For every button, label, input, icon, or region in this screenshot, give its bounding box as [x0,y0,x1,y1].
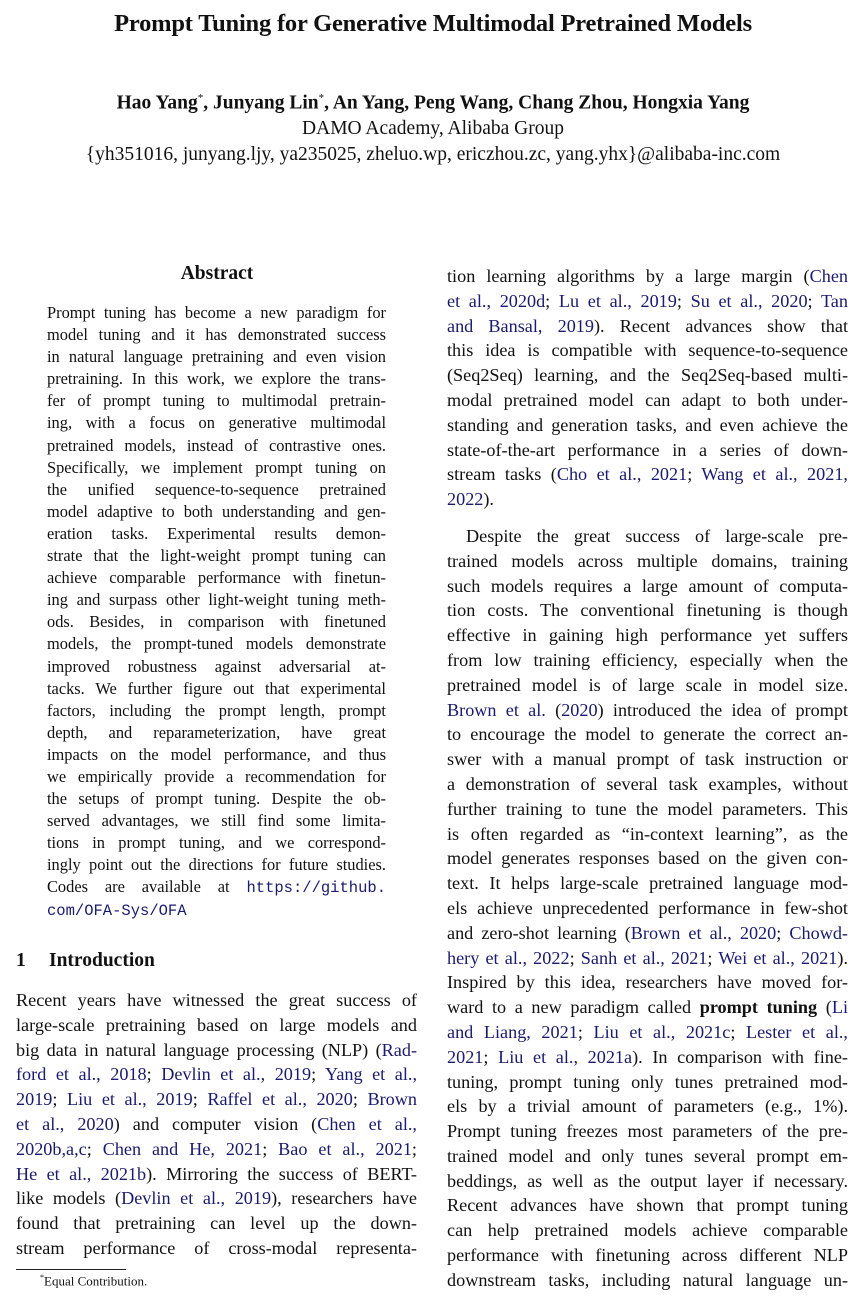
text-run: ; [352,1089,368,1110]
citation-link[interactable]: Cho et al., 2021 [556,464,688,485]
text-run: ). [483,489,494,510]
abstract-line: models, the prompt-tuned models demonstrate [47,634,386,654]
text-line [16,1112,417,1137]
citation-link[interactable]: Brown et al., 2020 [630,922,777,943]
text-run: Recent advances have shown that prompt tuning [447,1195,848,1216]
text-line [447,921,848,946]
text-run: modal pretrained model can adapt to both under- [447,389,848,410]
text-run: Prompt tuning freezes most parameters of the pre- [447,1121,848,1142]
text-line [447,413,848,438]
text-run: model generates responses based on the given con- [447,848,848,869]
text-line [447,623,848,648]
abstract-line: factors, including the prompt length, prompt [47,700,386,720]
text-run: performance with finetuning across different NLP [447,1245,848,1266]
text-run: further training to tune the model parameters. This [447,798,848,819]
footnote-rule [16,1269,126,1270]
citation-link[interactable]: Li [831,997,849,1018]
text-run: stream performance of cross-modal representa- [16,1237,417,1258]
text-run: ; [730,1021,746,1042]
citation-link[interactable]: Liu et al., 2021c [593,1021,731,1042]
text-run: downstream tasks, including natural language un- [447,1269,848,1290]
citation-link[interactable]: ford et al., 2018 [16,1064,147,1085]
paragraph [447,264,848,512]
text-line [16,1186,417,1211]
text-run: ; [545,290,559,311]
text-run: big data in natural language processing (NLP) ( [16,1039,382,1060]
text-run: ). In comparison with fine- [632,1046,848,1067]
abstract-line: tions in prompt tuning, and we correspond- [47,833,386,853]
abstract-code-line [47,899,386,921]
section-title: Introduction [49,950,155,971]
text-run: Recent years have witnessed the great success of [16,990,417,1010]
citation-link[interactable]: Brown et al. [447,699,546,720]
text-run: found that pretraining can level up the down- [16,1213,417,1234]
text-line [447,698,848,723]
citation-link[interactable]: Liu et al., 2019 [67,1089,193,1110]
paragraph [447,524,848,1293]
text-line [16,1087,417,1112]
abstract-line: Prompt tuning has become a new paradigm for [47,303,386,322]
text-run: ( [545,699,562,720]
text-line [447,797,848,822]
text-line [447,1070,848,1095]
author-name: Hao Yang [116,92,198,114]
citation-link[interactable]: Bao et al., 2021 [278,1138,412,1159]
author-name: Hongxia Yang [632,92,750,114]
text-line [447,1218,848,1243]
section-number: 1 [16,950,26,971]
text-line [447,549,848,574]
text-line [447,264,848,289]
text-line [447,946,848,971]
abstract-line: achieve comparable performance with finetun- [47,568,386,588]
text-line [447,822,848,847]
code-url-link[interactable]: https://github. [246,879,386,898]
citation-link[interactable]: Devlin et al., 2019 [121,1188,272,1209]
text-line [447,1144,848,1169]
text-run: ; [776,922,790,943]
text-run: swer with a manual prompt of task instruction or [447,749,848,770]
text-line [447,846,848,871]
footnote-mark: * [40,1273,44,1282]
citation-link[interactable]: 2019 [16,1089,53,1110]
text-run: ; [52,1089,67,1110]
text-line [16,1162,417,1187]
citation-link[interactable]: 2022 [447,489,484,510]
abstract-line: the unified sequence-to-sequence pretrained [47,479,386,499]
text-run: from low training efficiency, especially when the [447,649,848,670]
citation-link[interactable]: et al., 2020d [447,290,546,311]
text-run: ). [837,947,848,968]
text-line [447,1268,848,1293]
code-availability-text: Codes are available at [47,877,230,897]
text-run: ). Recent advances show that [593,315,848,336]
citation-link[interactable]: hery et al., 2022 [447,947,570,968]
citation-link[interactable]: 2020 [561,699,598,720]
abstract-line: we empirically provide a recommendation for [47,766,386,786]
text-run: ; [577,1021,594,1042]
text-run: like models ( [16,1188,122,1209]
text-line [447,314,848,339]
text-run: ; [262,1138,279,1159]
citation-link[interactable]: and Liang, 2021 [447,1021,578,1042]
citation-link[interactable]: Sanh et al., 2021 [580,947,708,968]
author-name: Peng Wang [413,92,509,114]
abstract-line: served advantages, we still find some limita- [47,811,386,831]
text-line [447,896,848,921]
text-run: ). Mirroring the success of BERT- [146,1163,417,1184]
text-run: ; [192,1089,208,1110]
citation-link[interactable]: Wang et al., 2021, [701,464,848,485]
citation-link[interactable]: He et al., 2021b [16,1163,147,1184]
footnote-text: Equal Contribution. [44,1273,148,1289]
text-line [447,1020,848,1045]
paragraph-gap [447,512,848,524]
affiliation: DAMO Academy, Alibaba Group [302,118,564,139]
citation-link[interactable]: Lester et al., [745,1021,848,1042]
text-run: and zero-shot learning ( [447,922,631,943]
text-run: ; [687,464,702,485]
citation-link[interactable]: 2020b,a,c [16,1138,87,1159]
citation-link[interactable]: Lu et al., 2019 [558,290,677,311]
text-run: beddings, as well as the output layer if necessary. [447,1170,848,1191]
text-line [447,338,848,363]
abstract-line: pretraining. In this work, we explore the trans- [47,369,386,389]
abstract-body [47,302,386,921]
text-line [16,1013,417,1038]
text-run: tuning, prompt tuning only tunes pretrained mod- [447,1071,848,1092]
text-line [447,1094,848,1119]
text-run: Inspired by this idea, researchers have moved for- [447,972,848,993]
text-run: ; [707,947,719,968]
text-run: standing and generation tasks, and even achieve the [447,414,848,435]
text-line [447,1243,848,1268]
citation-link[interactable]: Chen [809,266,848,286]
abstract-code-line [47,876,386,898]
section-heading-introduction [16,950,155,972]
text-run: ; [676,290,691,311]
text-line [447,1169,848,1194]
text-run: tion learning algorithms by a large margin ( [447,266,810,286]
text-run: (Seq2Seq) learning, and the Seq2Seq-based multi- [447,365,848,386]
text-line [447,648,848,673]
abstract-line: ods. Besides, in comparison with finetuned [47,612,386,632]
text-line [447,970,848,995]
citation-link[interactable]: Yang et al., [325,1064,417,1085]
text-run: els achieve unprecedented performance in few-shot [447,897,848,918]
text-run: is often regarded as “in-context learning”, as the [447,823,848,844]
abstract-line: in natural language pretraining and even vision [47,347,386,367]
abstract-line: pretrained models, instead of contrastive ones. [47,435,386,455]
text-line [447,747,848,772]
text-line [447,722,848,747]
author-name: An Yang [332,92,405,114]
abstract-line: tacks. We further figure out that experimental [47,678,386,698]
citation-link[interactable]: Tan [820,290,848,311]
text-run: ; [411,1138,417,1159]
abstract-line: Specifically, we implement prompt tuning on [47,457,386,477]
abstract-line: model adaptive to both understanding and gen- [47,501,386,521]
text-run: this idea is compatible with sequence-to-sequence [447,340,848,361]
text-run: ; [86,1138,103,1159]
text-run: ; [483,1046,499,1067]
abstract-line: depth, and reparameterization, have great [47,722,386,742]
paper-title: Prompt Tuning for Generative Multimodal Pretrained Models [114,10,752,37]
text-line [447,289,848,314]
abstract-line: the setups of prompt tuning. Despite the ob- [47,789,386,809]
author-emails: {yh351016, junyang.ljy, ya235025, zheluo.wp, ericzhou.zc, yang.yhx}@alibaba-inc.com [85,144,781,165]
text-run: text. It helps large-scale pretrained language mod- [447,873,848,894]
author-name: Junyang Lin [212,92,319,114]
text-line [447,995,848,1020]
text-line [447,1193,848,1218]
citation-link[interactable]: Brown [367,1089,417,1110]
equal-contribution-mark: * [318,92,325,104]
abstract-line: model tuning and it has demonstrated success [47,325,386,345]
abstract-line: eration tasks. Experimental results demon- [47,523,386,543]
abstract-heading: Abstract [180,263,254,284]
text-line [447,363,848,388]
text-run: els by a trivial amount of parameters (e.g., 1%). [447,1096,848,1117]
text-line [447,772,848,797]
text-line [447,487,848,512]
author-name: Chang Zhou [518,92,623,114]
text-run: trained models across multiple domains, training [447,550,848,571]
text-run: pretrained model is of large scale in model size. [447,674,848,695]
citation-link[interactable]: Chowd- [789,922,848,943]
text-run: ), researchers have [271,1188,417,1209]
text-run: to encourage the model to generate the correct an- [447,724,848,745]
text-line [16,1137,417,1162]
citation-link[interactable]: et al., 2020 [16,1113,114,1134]
text-line [447,598,848,623]
text-run: ) and computer vision ( [113,1113,318,1134]
citation-link[interactable]: and Bansal, 2019 [447,315,594,336]
citation-link[interactable]: Devlin et al., 2019 [161,1064,312,1085]
text-run: ; [569,947,581,968]
abstract-line: ing, with a focus on generative multimodal [47,413,386,433]
citation-link[interactable]: Wei et al., 2021 [718,947,838,968]
introduction-left-column [16,988,417,1261]
text-run: stream tasks ( [447,464,557,485]
text-line [16,1236,417,1261]
abstract-line: impacts on the model performance, and thus [47,744,386,764]
text-line [16,1038,417,1063]
text-line [447,574,848,599]
text-line [447,524,848,549]
citation-link[interactable]: Liu et al., 2021a [498,1046,633,1067]
citation-link[interactable]: 2021 [447,1046,484,1067]
citation-link[interactable]: Raffel et al., 2020 [207,1089,353,1110]
text-run: can help pretrained models achieve comparable [447,1220,848,1241]
text-line [447,673,848,698]
text-run: a demonstration of several task examples, without [447,773,848,794]
text-line [16,1062,417,1087]
footnote [40,1273,147,1289]
abstract-line: ing and surpass other light-weight tuning meth- [47,590,386,610]
text-run: large-scale pretraining based on large models and [16,1014,417,1035]
text-run: effective in gaining high performance yet suffers [447,625,848,646]
emphasized-term: prompt tuning [699,997,818,1018]
text-run: ; [146,1064,162,1085]
text-line [447,1119,848,1144]
abstract-line: ingly point out the directions for future studies. [47,855,386,875]
text-run: such models requires a large amount of computa- [447,575,848,596]
text-run: ; [807,290,821,311]
text-line [447,462,848,487]
abstract-line: fer of prompt tuning to multimodal pretrain- [47,391,386,411]
introduction-right-column [447,264,848,1293]
equal-contribution-mark: * [197,92,204,104]
text-run: ; [311,1064,325,1085]
text-run: Despite the great success of large-scale pre- [466,525,848,546]
text-line [16,1211,417,1236]
text-line [16,988,417,1013]
text-run: tion costs. The conventional finetuning is though [447,600,848,621]
text-run: trained model and only tunes several prompt em- [447,1145,848,1166]
citation-link[interactable]: Su et al., 2020 [690,290,808,311]
citation-link[interactable]: Rad- [381,1039,417,1060]
text-run: ( [817,997,832,1018]
text-line [447,871,848,896]
abstract-line: improved robustness against adversarial at- [47,656,386,676]
code-url-link[interactable]: com/OFA-Sys/OFA [47,901,187,920]
text-run: ward to a new paradigm called [447,997,700,1018]
text-line [447,388,848,413]
author-list: Hao Yang*, Junyang Lin*, An Yang, Peng Wang, Chang Zhou, Hongxia Yang [116,92,750,114]
text-line [447,1045,848,1070]
text-line [447,438,848,463]
text-run: state-of-the-art performance in a series of down- [447,439,848,460]
citation-link[interactable]: Chen and He, 2021 [102,1138,263,1159]
abstract-line: strate that the light-weight prompt tuning can [47,546,386,566]
text-run: ) introduced the idea of prompt [597,699,848,720]
citation-link[interactable]: Chen et al., [317,1113,417,1134]
